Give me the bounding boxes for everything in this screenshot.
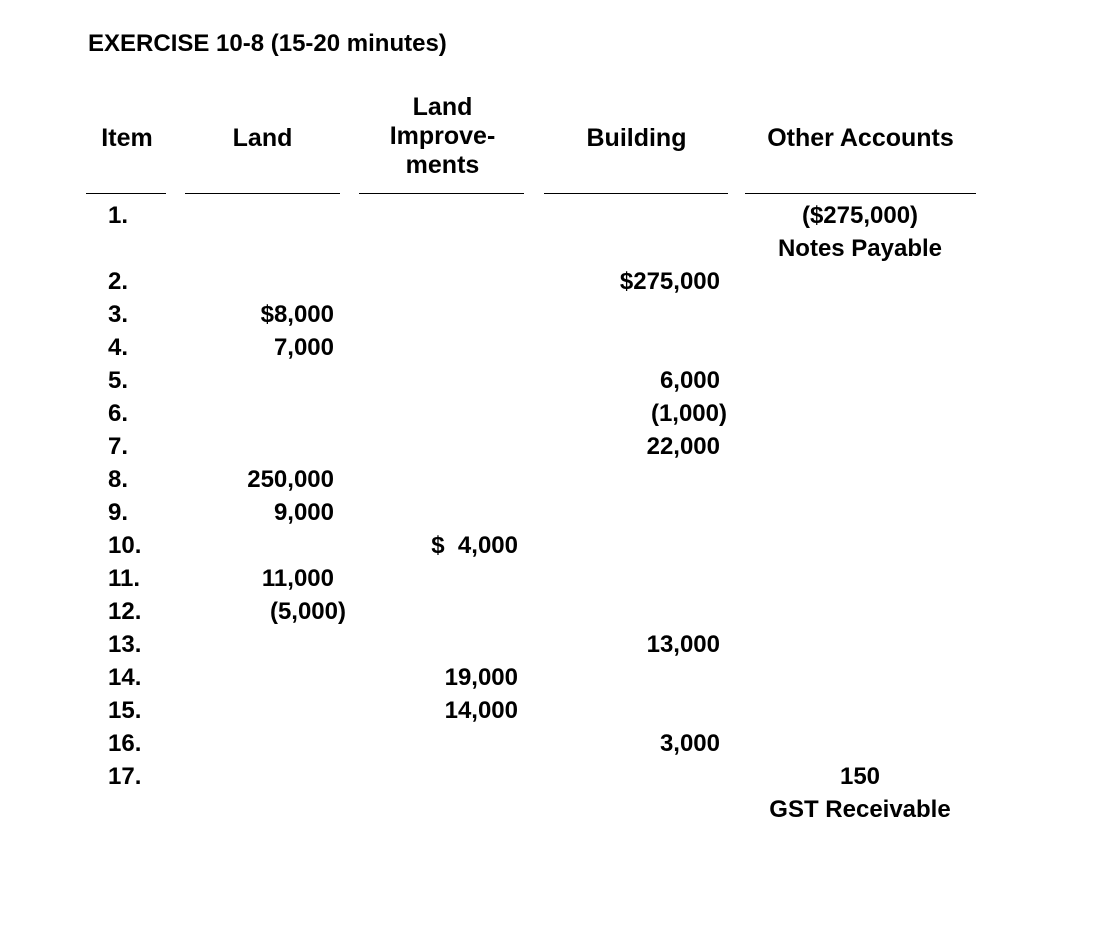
row-13-item: 13.	[108, 631, 142, 658]
row-15-item: 15.	[108, 697, 142, 724]
row-17-other-account: GST Receivable	[769, 796, 951, 823]
header-rule-other-accounts	[745, 193, 976, 194]
header-land-improvements-line-3: ments	[405, 151, 480, 179]
row-3-item: 3.	[108, 301, 129, 328]
row-16-item: 16.	[108, 730, 142, 757]
row-14-land-improvements: 19,000	[444, 664, 518, 691]
row-11-land: 11,000	[261, 565, 334, 592]
row-8-land: 250,000	[247, 466, 334, 493]
row-9-item: 9.	[108, 499, 129, 526]
row-11-item: 11.	[108, 565, 141, 592]
row-10-land-improvements: $ 4,000	[431, 532, 518, 559]
header-building: Building	[586, 124, 687, 152]
row-17-other-amount: 150	[839, 763, 881, 790]
row-1-other-amount: ($275,000)	[801, 202, 919, 229]
row-2-item: 2.	[108, 268, 129, 295]
header-rule-item	[86, 193, 166, 194]
row-7-building: 22,000	[646, 433, 720, 460]
header-rule-land-improvements	[359, 193, 524, 194]
row-9-land: 9,000	[273, 499, 334, 526]
header-land: Land	[232, 124, 293, 152]
header-land-improvements	[360, 93, 525, 180]
header-land-improvements-line-2: Improve-	[389, 122, 496, 150]
row-15-land-improvements: 14,000	[444, 697, 518, 724]
header-land-improvements-line-1: Land	[412, 93, 473, 121]
row-4-land: 7,000	[273, 334, 334, 361]
row-5-item: 5.	[108, 367, 129, 394]
row-10-item: 10.	[108, 532, 142, 559]
row-12-item: 12.	[108, 598, 142, 625]
row-1-item: 1.	[108, 202, 129, 229]
row-6-item: 6.	[108, 400, 129, 427]
row-3-land: $8,000	[260, 301, 334, 328]
header-item: Item	[101, 124, 153, 152]
header-other-accounts: Other Accounts	[767, 124, 954, 152]
row-17-item: 17.	[108, 763, 142, 790]
row-12-land: (5,000)	[269, 598, 346, 625]
row-2-building: $275,000	[619, 268, 720, 295]
row-14-item: 14.	[108, 664, 142, 691]
row-6-building: (1,000)	[650, 400, 727, 427]
row-7-item: 7.	[108, 433, 129, 460]
header-rule-land	[185, 193, 340, 194]
row-1-other-account: Notes Payable	[777, 235, 943, 262]
row-4-item: 4.	[108, 334, 129, 361]
row-8-item: 8.	[108, 466, 129, 493]
exercise-title: EXERCISE 10-8 (15-20 minutes)	[88, 30, 447, 57]
header-rule-building	[544, 193, 728, 194]
row-5-building: 6,000	[659, 367, 720, 394]
row-13-building: 13,000	[646, 631, 720, 658]
row-16-building: 3,000	[659, 730, 720, 757]
